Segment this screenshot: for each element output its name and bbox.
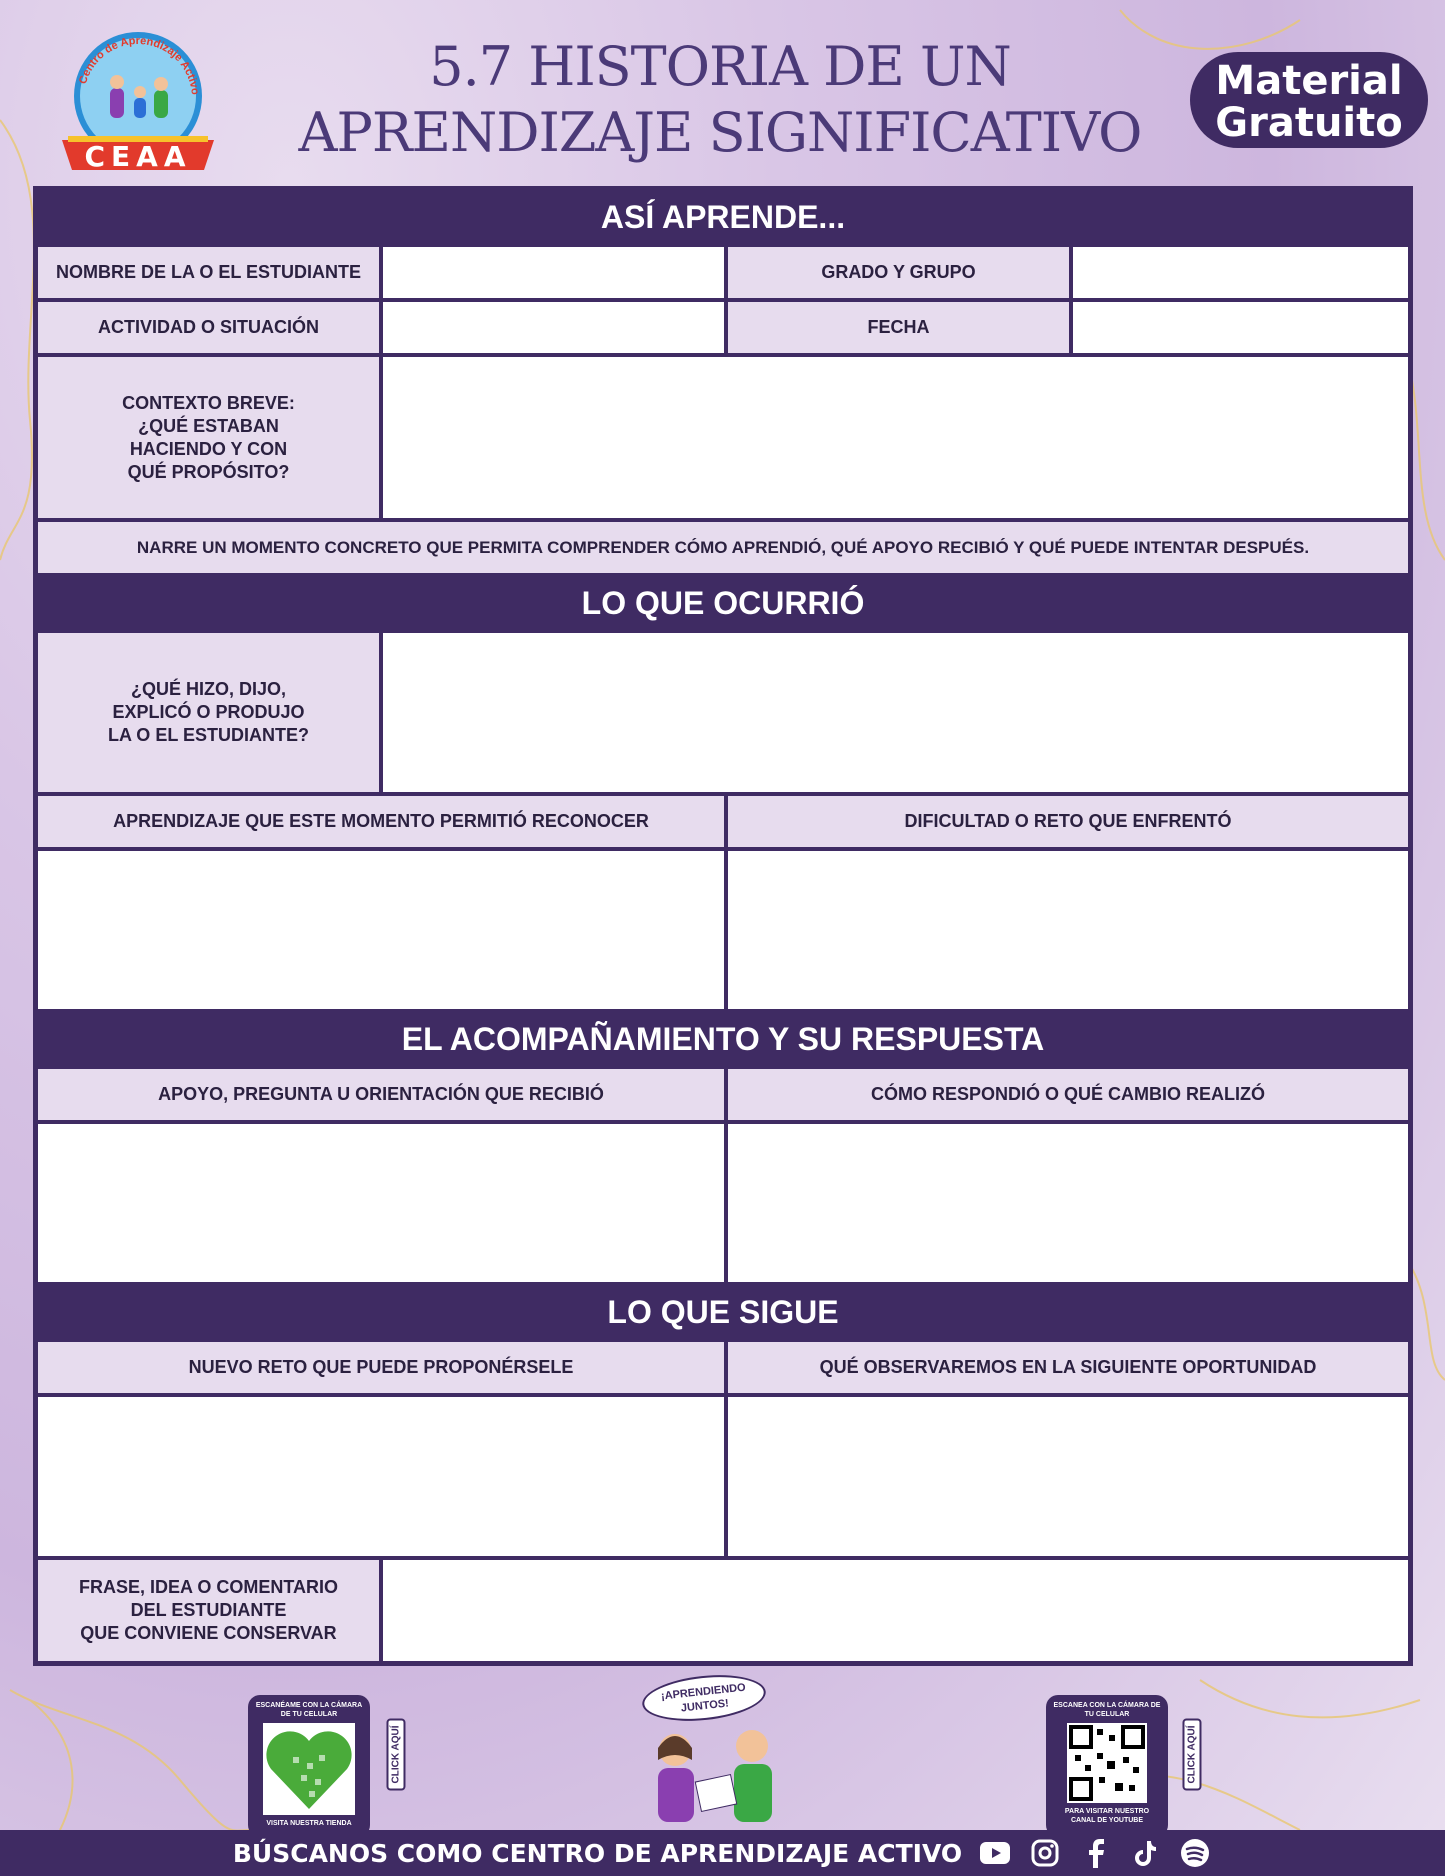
- title-line-1: 5.7 HISTORIA DE UN: [429, 35, 1011, 98]
- input-contexto[interactable]: [381, 355, 1410, 520]
- label-frase-line: FRASE, IDEA O COMENTARIO: [78, 1577, 338, 1597]
- input-fecha[interactable]: [1071, 300, 1410, 355]
- label-frase-line: DEL ESTUDIANTE: [130, 1600, 287, 1620]
- qr-youtube-footer: PARA VISITAR NUESTRO CANAL DE YOUTUBE: [1064, 1808, 1150, 1824]
- input-que-hizo[interactable]: [381, 631, 1410, 794]
- label-que-hizo: [36, 631, 381, 794]
- speech-bubble-line: ¡APRENDIENDO: [660, 1681, 747, 1703]
- label-que-hizo-line: EXPLICÓ O PRODUJO: [112, 702, 305, 722]
- section-header-lo-que-ocurrio: LO QUE OCURRIÓ: [36, 575, 1410, 631]
- label-fecha: FECHA: [726, 300, 1071, 355]
- label-nuevo-reto: NUEVO RETO QUE PUEDE PROPONÉRSELE: [36, 1340, 726, 1395]
- input-observaremos[interactable]: [726, 1395, 1410, 1558]
- input-dificultad[interactable]: [726, 849, 1410, 1011]
- instagram-icon[interactable]: [1028, 1836, 1062, 1870]
- badge-line-2: Gratuito: [1215, 100, 1403, 146]
- label-contexto-line: HACIENDO Y CON: [129, 438, 288, 459]
- input-nuevo-reto[interactable]: [36, 1395, 726, 1558]
- label-grado: GRADO Y GRUPO: [726, 245, 1071, 300]
- page-title: [280, 34, 1160, 166]
- learning-story-form: [33, 186, 1413, 1666]
- label-frase-line: QUE CONVIENE CONSERVAR: [80, 1623, 337, 1643]
- input-grado[interactable]: [1071, 245, 1410, 300]
- input-nombre[interactable]: [381, 245, 726, 300]
- input-apoyo[interactable]: [36, 1122, 726, 1284]
- label-apoyo: APOYO, PREGUNTA U ORIENTACIÓN QUE RECIBIÓ: [36, 1067, 726, 1122]
- qr-youtube-caption: ESCANEA CON LA CÁMARA DE TU CELULAR: [1053, 1702, 1161, 1718]
- label-frase: [36, 1558, 381, 1663]
- label-que-hizo-line: ¿QUÉ HIZO, DIJO,: [130, 679, 286, 699]
- label-respondio: CÓMO RESPONDIÓ O QUÉ CAMBIO REALIZÓ: [726, 1067, 1410, 1122]
- footer-tagline: BÚSCANOS COMO CENTRO DE APRENDIZAJE ACTIVO: [232, 1838, 963, 1868]
- title-line-2: APRENDIZAJE SIGNIFICATIVO: [298, 101, 1142, 164]
- label-contexto-line: CONTEXTO BREVE:: [122, 392, 295, 413]
- svg-text:Centro de Aprendizaje Activo: Centro de Aprendizaje Activo: [77, 34, 201, 96]
- label-que-hizo-line: LA O EL ESTUDIANTE?: [107, 725, 309, 745]
- characters-illustration: [640, 1720, 790, 1826]
- label-observaremos: QUÉ OBSERVAREMOS EN LA SIGUIENTE OPORTUNIDAD: [726, 1340, 1410, 1395]
- label-contexto-line: QUÉ PROPÓSITO?: [127, 461, 290, 482]
- input-aprendizaje[interactable]: [36, 849, 726, 1011]
- youtube-icon[interactable]: [978, 1836, 1012, 1870]
- input-frase[interactable]: [381, 1558, 1410, 1663]
- click-here-left[interactable]: CLICK AQUÍ: [386, 1719, 405, 1791]
- section-header-lo-que-sigue: LO QUE SIGUE: [36, 1284, 1410, 1340]
- qr-store-footer: VISITA NUESTRA TIENDA: [266, 1820, 352, 1827]
- speech-bubble: [640, 1670, 768, 1727]
- instruction-text: NARRE UN MOMENTO CONCRETO QUE PERMITA COMPRENDER CÓMO APRENDIÓ, QUÉ APOYO RECIBIÓ Y QUÉ PUEDE INTENTAR DESPUÉS.: [36, 520, 1410, 575]
- qr-store-caption: ESCANÉAME CON LA CÁMARA DE TU CELULAR: [255, 1702, 363, 1718]
- speech-bubble-line: JUNTOS!: [680, 1697, 730, 1715]
- section-header-acompanamiento: EL ACOMPAÑAMIENTO Y SU RESPUESTA: [36, 1011, 1410, 1067]
- label-nombre: NOMBRE DE LA O EL ESTUDIANTE: [36, 245, 381, 300]
- footer-bar: [0, 1830, 1445, 1876]
- facebook-icon[interactable]: [1078, 1836, 1112, 1870]
- tiktok-icon[interactable]: [1128, 1836, 1162, 1870]
- logo-wordmark: CEAA: [84, 140, 192, 173]
- input-respondio[interactable]: [726, 1122, 1410, 1284]
- label-actividad: ACTIVIDAD O SITUACIÓN: [36, 300, 381, 355]
- qr-code-store: [263, 1723, 355, 1815]
- label-contexto: [36, 355, 381, 520]
- label-aprendizaje: APRENDIZAJE QUE ESTE MOMENTO PERMITIÓ RECONOCER: [36, 794, 726, 849]
- qr-card-youtube[interactable]: [1046, 1695, 1168, 1837]
- badge-line-1: Material: [1215, 58, 1403, 104]
- spotify-icon[interactable]: [1178, 1836, 1212, 1870]
- input-actividad[interactable]: [381, 300, 726, 355]
- free-material-badge: [1190, 52, 1428, 148]
- label-contexto-line: ¿QUÉ ESTABAN: [138, 415, 279, 436]
- qr-card-store[interactable]: [248, 1695, 370, 1837]
- section-header-asi-aprende: ASÍ APRENDE...: [36, 189, 1410, 245]
- label-dificultad: DIFICULTAD O RETO QUE ENFRENTÓ: [726, 794, 1410, 849]
- click-here-right[interactable]: CLICK AQUÍ: [1182, 1719, 1201, 1791]
- ceaa-logo: [58, 28, 218, 173]
- qr-code-youtube: [1067, 1723, 1147, 1803]
